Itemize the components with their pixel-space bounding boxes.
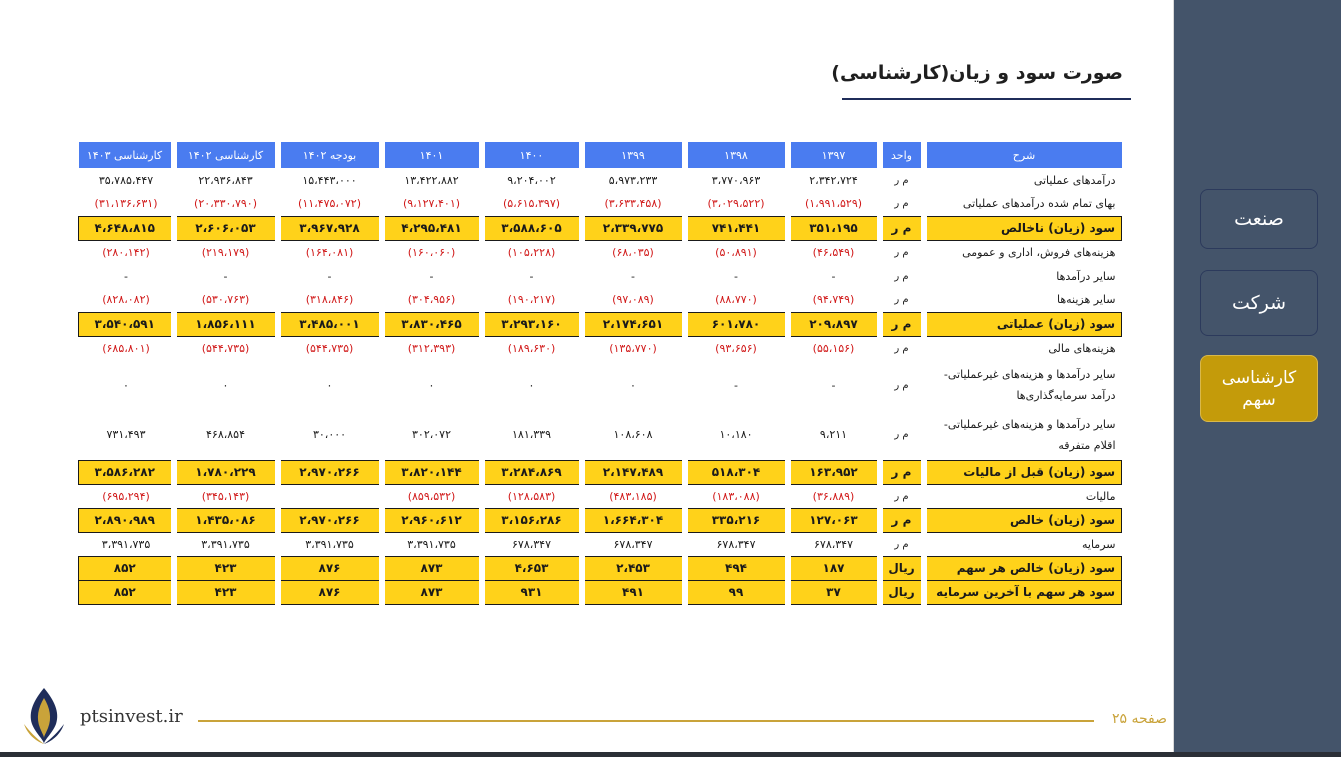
- nav-company-button[interactable]: شرکت: [1200, 270, 1318, 336]
- row-label: سود هر سهم با آخرین سرمایه: [924, 580, 1122, 604]
- row-value: (۵۵،۱۵۶): [812, 341, 855, 355]
- row-value: ۳۰۲،۰۷۲: [412, 428, 451, 442]
- row-value: ۹،۲۱۱: [819, 428, 848, 442]
- row-value: ۱،۸۵۶،۱۱۱: [174, 312, 278, 336]
- row-unit: م ر: [880, 312, 924, 336]
- row-value: -: [223, 269, 228, 283]
- row-value: ۸۵۲: [79, 580, 174, 604]
- row-value: ۲،۸۹۰،۹۸۹: [79, 508, 174, 532]
- row-label: درآمدهای عملیاتی: [1033, 173, 1116, 187]
- row-unit: م ر: [894, 490, 909, 502]
- row-value: (۸۲۸،۰۸۲): [102, 293, 150, 307]
- table-row: [79, 360, 1122, 410]
- row-label: سایر هزینه‌ها: [1057, 293, 1116, 307]
- row-label: سایر درآمدها و هزینه‌های غیرعملیاتی- درآمد سرمایه‌گذاری‌ها: [943, 368, 1116, 402]
- row-value: (۱۲۸،۵۸۳): [507, 489, 556, 503]
- row-value: ۳،۳۹۱،۷۳۵: [305, 537, 354, 551]
- bottom-bar: [0, 752, 1341, 757]
- row-value: ۱۸۱،۳۳۹: [512, 428, 551, 442]
- row-value: ۱۸۷: [788, 556, 880, 580]
- row-value: ۳،۸۲۰،۱۴۴: [382, 460, 482, 484]
- col-header: کارشناسی ۱۴۰۲: [174, 142, 278, 168]
- row-value: (۵،۶۱۵،۳۹۷): [502, 197, 561, 211]
- row-value: ۹۳۱: [482, 580, 582, 604]
- row-value: ۶۰۱،۷۸۰: [685, 312, 788, 336]
- row-value: (۱۶۴،۰۸۱): [305, 245, 354, 259]
- row-value: ۳،۹۶۷،۹۲۸: [278, 216, 382, 240]
- row-value: (۹،۱۲۷،۴۰۱): [402, 197, 461, 211]
- right-nav-panel: [1174, 0, 1341, 752]
- row-value: (۱۸۳،۰۸۸): [712, 489, 760, 503]
- table-header-row: [79, 142, 1122, 168]
- company-logo-icon: [14, 684, 74, 746]
- row-unit: م ر: [880, 216, 924, 240]
- row-value: ۸۷۶: [278, 556, 382, 580]
- row-value: (۴۶،۵۴۹): [812, 245, 855, 259]
- row-unit: م ر: [880, 508, 924, 532]
- row-value: ۳،۵۸۶،۲۸۲: [79, 460, 174, 484]
- col-header: واحد: [880, 142, 924, 168]
- row-value: (۶۸،۰۳۵): [612, 245, 654, 259]
- row-value: ۲،۹۷۰،۲۶۶: [278, 460, 382, 484]
- row-value: ۱۰۸،۶۰۸: [613, 428, 653, 442]
- row-value: ۴،۶۵۳: [482, 556, 582, 580]
- row-value: (۱،۹۹۱،۵۲۹): [804, 197, 863, 211]
- row-value: ۱،۷۸۰،۲۲۹: [174, 460, 278, 484]
- row-value: (۴۸۳،۱۸۵): [609, 489, 657, 503]
- income-statement-table: [78, 142, 1122, 605]
- page-title: صورت سود و زیان(کارشناسی): [831, 62, 1123, 84]
- table-row: [79, 264, 1122, 288]
- row-value: ۸۷۳: [382, 556, 482, 580]
- row-value: ۱۶۳،۹۵۲: [788, 460, 880, 484]
- row-value: ۱۰،۱۸۰: [719, 428, 753, 442]
- row-value: ۳،۳۹۱،۷۳۵: [201, 537, 250, 551]
- col-header: ۱۳۹۹: [582, 142, 685, 168]
- table-row: [79, 460, 1122, 484]
- row-value: (۳،۶۳۳،۴۵۸): [604, 197, 662, 211]
- row-label: سایر درآمدها: [1056, 269, 1116, 283]
- row-label: سود (زیان) خالص: [924, 508, 1122, 532]
- row-value: -: [734, 378, 738, 392]
- row-value: ۴۹۴: [685, 556, 788, 580]
- row-unit: م ر: [880, 460, 924, 484]
- row-unit: م ر: [894, 342, 909, 354]
- row-label: سود (زیان) قبل از مالیات: [924, 460, 1122, 484]
- page-number: صفحه ۲۵: [1111, 711, 1167, 727]
- row-value: (۱۹۰،۲۱۷): [507, 293, 556, 307]
- row-value: ۹۹: [685, 580, 788, 604]
- row-value: [278, 484, 382, 508]
- row-value: ۶۷۸،۳۴۷: [512, 537, 551, 551]
- row-value: ۴،۲۹۵،۴۸۱: [382, 216, 482, 240]
- row-value: (۳۴۵،۱۴۳): [201, 489, 250, 503]
- row-unit: م ر: [894, 429, 909, 441]
- row-value: (۹۴،۷۴۹): [812, 293, 855, 307]
- row-value: ٠: [222, 378, 229, 392]
- row-value: (۸۸،۷۷۰): [715, 293, 757, 307]
- table-row: [79, 484, 1122, 508]
- row-value: ۳۷: [788, 580, 880, 604]
- row-label: مالیات: [1085, 489, 1116, 503]
- row-value: ۳،۳۹۱،۷۳۵: [407, 537, 456, 551]
- row-value: (۲۸۰،۱۴۲): [102, 245, 150, 259]
- row-label: سود (زیان) ناخالص: [924, 216, 1122, 240]
- row-value: ۱،۶۶۴،۳۰۴: [582, 508, 685, 532]
- row-value: -: [831, 269, 836, 283]
- table-row: [79, 312, 1122, 336]
- col-header: ۱۳۹۷: [788, 142, 880, 168]
- table-row: [79, 410, 1122, 460]
- nav-expert-share-button[interactable]: کارشناسی سهم: [1200, 355, 1318, 422]
- row-value: -: [831, 378, 836, 392]
- row-label: بهای تمام شده درآمدهای عملیاتی: [962, 197, 1116, 211]
- row-value: ۳،۷۷۰،۹۶۳: [711, 173, 761, 187]
- row-value: ۶۷۸،۳۴۷: [814, 537, 853, 551]
- row-value: ۳،۴۸۵،۰۰۱: [278, 312, 382, 336]
- row-value: ۳،۲۸۴،۸۶۹: [482, 460, 582, 484]
- table-row: [79, 168, 1122, 192]
- row-value: (۸۵۹،۵۳۲): [407, 489, 456, 503]
- col-header: ۱۳۹۸: [685, 142, 788, 168]
- row-value: ۱۲۷،۰۶۳: [788, 508, 880, 532]
- row-value: ۳،۲۹۳،۱۶۰: [482, 312, 582, 336]
- row-unit: م ر: [894, 246, 909, 258]
- row-label: سود (زیان) خالص هر سهم: [924, 556, 1122, 580]
- row-label: هزینه‌های فروش، اداری و عمومی: [962, 245, 1116, 259]
- table-row: [79, 532, 1122, 556]
- row-value: (۶۹۵،۲۹۴): [102, 489, 150, 503]
- row-value: (۳،۰۲۹،۵۲۲): [707, 197, 765, 211]
- row-value: ۳۵،۷۸۵،۴۴۷: [98, 173, 154, 187]
- row-value: (۵۳۰،۷۶۳): [201, 293, 250, 307]
- table-row: [79, 508, 1122, 532]
- table-row: [79, 192, 1122, 216]
- row-value: ۲،۹۶۰،۶۱۲: [382, 508, 482, 532]
- row-value: ۳۵۱،۱۹۵: [788, 216, 880, 240]
- col-header: بودجه ۱۴۰۲: [278, 142, 382, 168]
- table-row: [79, 240, 1122, 264]
- row-value: ٠: [326, 378, 333, 392]
- row-value: -: [124, 269, 128, 283]
- table-row: [79, 336, 1122, 360]
- row-value: ۴۶۸،۸۵۴: [206, 428, 245, 442]
- table-row: [79, 556, 1122, 580]
- row-value: ٠: [123, 378, 129, 392]
- row-value: ۲،۴۵۳: [582, 556, 685, 580]
- row-value: (۱۱،۴۷۵،۰۷۲): [298, 197, 361, 211]
- row-value: ۲،۱۴۷،۴۸۹: [582, 460, 685, 484]
- table-row: [79, 580, 1122, 604]
- row-value: ۳۰،۰۰۰: [312, 428, 347, 442]
- row-value: -: [327, 269, 332, 283]
- row-value: (۵۴۴،۷۳۵): [305, 341, 354, 355]
- row-value: ۳،۸۳۰،۴۶۵: [382, 312, 482, 336]
- row-value: ۷۴۱،۴۴۱: [685, 216, 788, 240]
- row-value: ۶۷۸،۳۴۷: [613, 537, 653, 551]
- row-unit: م ر: [894, 538, 909, 550]
- row-unit: ریال: [880, 556, 924, 580]
- row-value: ۲،۳۴۲،۷۲۴: [809, 173, 858, 187]
- row-value: ۴۹۱: [582, 580, 685, 604]
- row-unit: م ر: [894, 174, 909, 186]
- row-unit: م ر: [894, 270, 909, 282]
- row-value: ۲،۱۷۴،۶۵۱: [582, 312, 685, 336]
- row-value: (۹۳،۶۵۶): [715, 341, 757, 355]
- row-value: (۳۱،۱۳۶،۶۳۱): [94, 197, 158, 211]
- row-value: ۸۷۳: [382, 580, 482, 604]
- col-header: کارشناسی ۱۴۰۳: [79, 142, 174, 168]
- row-label: هزینه‌های مالی: [1048, 341, 1116, 355]
- row-value: ۳،۵۴۰،۵۹۱: [79, 312, 174, 336]
- row-label: سرمایه: [1082, 537, 1116, 551]
- row-value: ۱۵،۴۴۳،۰۰۰: [302, 173, 357, 187]
- row-value: ۴۲۳: [174, 556, 278, 580]
- row-value: (۲۱۹،۱۷۹): [201, 245, 250, 259]
- row-value: (۳۶،۸۸۹): [812, 489, 855, 503]
- row-value: ۲۲،۹۳۶،۸۴۳: [198, 173, 253, 187]
- row-value: ٠: [528, 378, 535, 392]
- table-row: [79, 288, 1122, 312]
- row-value: (۱۳۵،۷۷۰): [609, 341, 657, 355]
- row-unit: م ر: [894, 198, 909, 210]
- row-value: (۵۴۴،۷۳۵): [201, 341, 250, 355]
- footer-site-link[interactable]: ptsinvest.ir: [80, 706, 183, 727]
- row-value: ۸۵۲: [79, 556, 174, 580]
- row-unit: م ر: [894, 294, 909, 306]
- row-value: -: [529, 269, 534, 283]
- row-value: -: [429, 269, 434, 283]
- row-value: ۲،۶۰۶،۰۵۳: [174, 216, 278, 240]
- row-unit: ریال: [880, 580, 924, 604]
- row-value: (۹۷،۰۸۹): [612, 293, 654, 307]
- row-value: (۵۰،۸۹۱): [715, 245, 757, 259]
- row-value: ۵۱۸،۳۰۴: [685, 460, 788, 484]
- row-label: سایر درآمدها و هزینه‌های غیرعملیاتی- اقلام متفرقه: [943, 417, 1116, 452]
- row-value: ۱،۴۳۵،۰۸۶: [174, 508, 278, 532]
- row-value: (۱۰۵،۲۲۸): [507, 245, 556, 259]
- row-value: ۵،۹۷۳،۲۳۳: [608, 173, 658, 187]
- row-label: سود (زیان) عملیاتی: [924, 312, 1122, 336]
- nav-industry-button[interactable]: صنعت: [1200, 189, 1318, 249]
- table-row: [79, 216, 1122, 240]
- row-value: (۳۱۲،۳۹۳): [407, 341, 456, 355]
- row-value: ۴۲۳: [174, 580, 278, 604]
- row-value: ۲،۹۷۰،۲۶۶: [278, 508, 382, 532]
- col-header: شرح: [924, 142, 1122, 168]
- row-value: ۳،۳۹۱،۷۳۵: [101, 537, 151, 551]
- row-value: (۳۰۴،۹۵۶): [407, 293, 456, 307]
- row-value: ۳،۵۸۸،۶۰۵: [482, 216, 582, 240]
- row-value: (۲۰،۳۳۰،۷۹۰): [194, 197, 257, 211]
- row-value: ٠: [428, 378, 435, 392]
- row-value: ۹،۲۰۴،۰۰۲: [507, 173, 556, 187]
- col-header: ۱۴۰۱: [382, 142, 482, 168]
- row-value: ۶۷۸،۳۴۷: [716, 537, 756, 551]
- footer-divider: [198, 720, 1094, 722]
- row-value: -: [631, 269, 635, 283]
- row-value: ۲۰۹،۸۹۷: [788, 312, 880, 336]
- row-value: ۴،۶۴۸،۸۱۵: [79, 216, 174, 240]
- row-value: ۸۷۶: [278, 580, 382, 604]
- col-header: ۱۴۰۰: [482, 142, 582, 168]
- row-value: (۶۸۵،۸۰۱): [102, 341, 150, 355]
- row-value: ٠: [630, 378, 636, 392]
- row-value: ۳،۱۵۶،۲۸۶: [482, 508, 582, 532]
- row-value: -: [734, 269, 738, 283]
- row-value: (۱۸۹،۶۳۰): [507, 341, 556, 355]
- row-value: ۷۳۱،۴۹۳: [106, 428, 146, 442]
- row-value: (۱۶۰،۰۶۰): [407, 245, 456, 259]
- title-underline: [842, 98, 1131, 100]
- row-value: (۳۱۸،۸۴۶): [305, 293, 354, 307]
- row-value: ۲،۳۳۹،۷۷۵: [582, 216, 685, 240]
- row-value: ۳۳۵،۲۱۶: [685, 508, 788, 532]
- row-value: ۱۳،۴۲۲،۸۸۲: [404, 173, 459, 187]
- row-unit: م ر: [894, 379, 909, 391]
